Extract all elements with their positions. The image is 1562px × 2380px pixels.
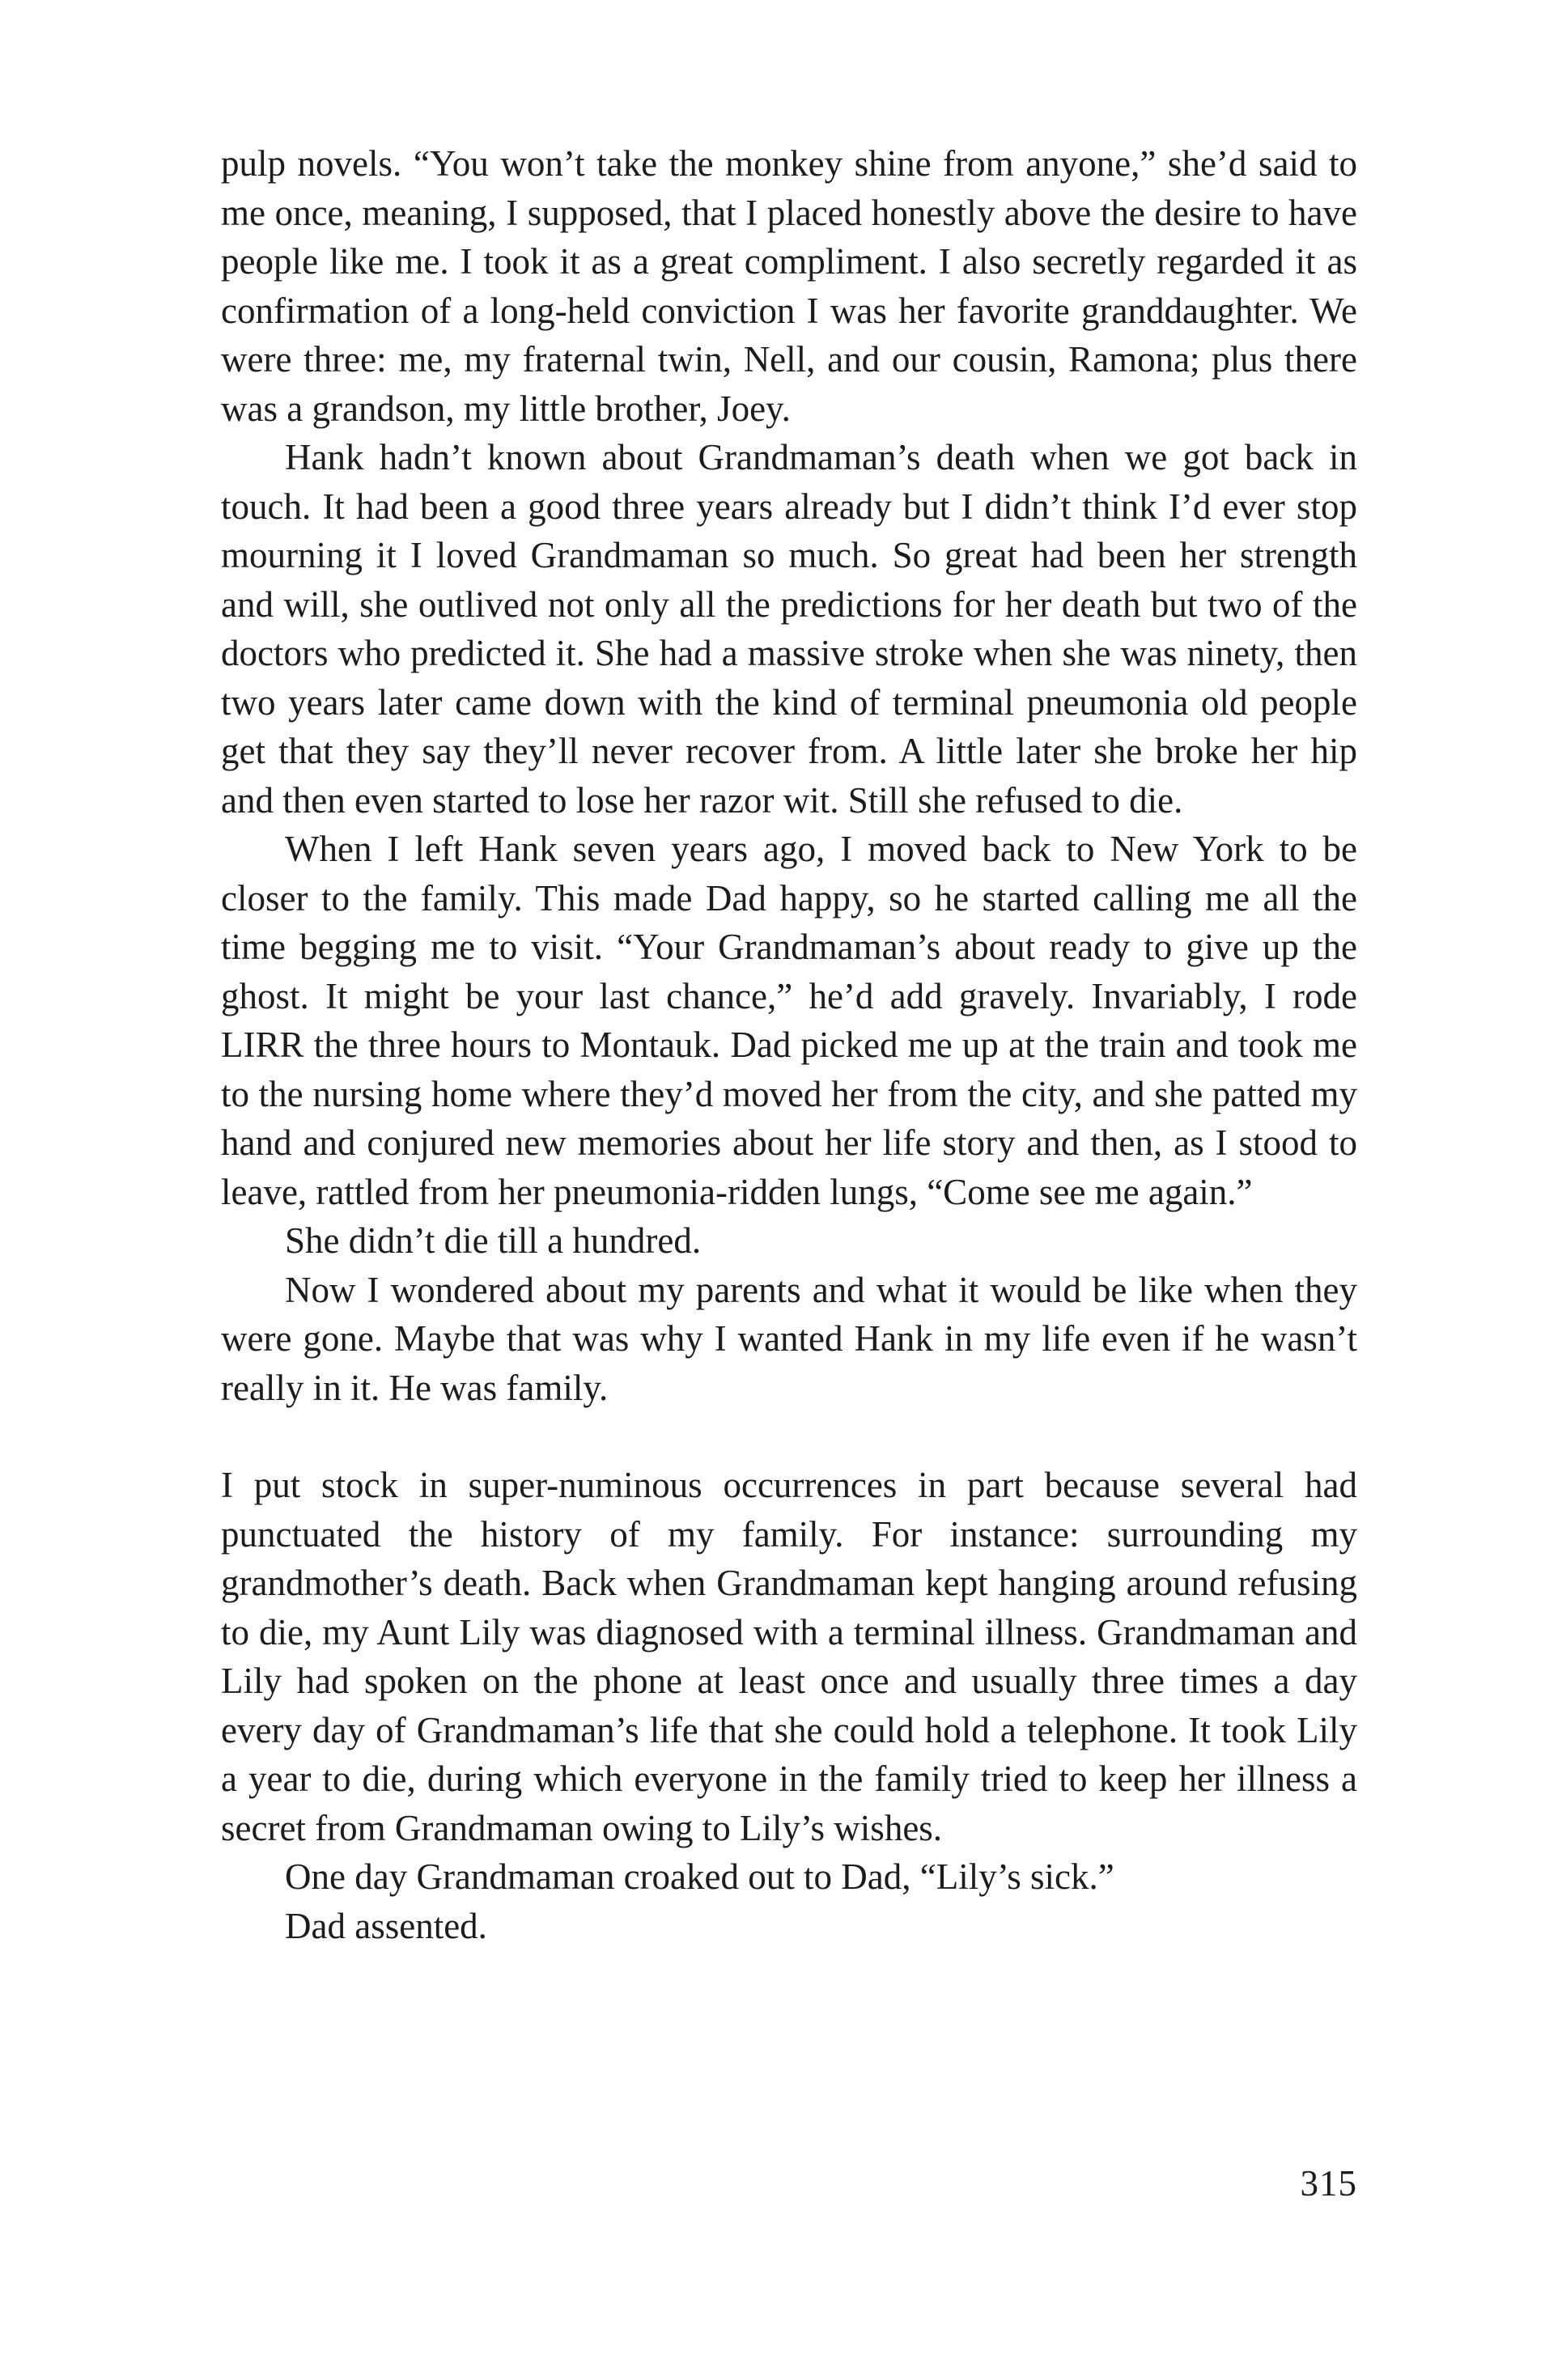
paragraph: When I left Hank seven years ago, I moved back to New York to be closer to the family. This made Dad happy, so he started calling me all the time begging me to visit. “Your Grandmaman’s about ready to give up the ghost. It might be your last chance,” he’d add gravely. Invariably, I rode LIRR the three hours to Montauk. Dad picked me up at the train and took me to the nursing home where they’d moved her from the city, and she patted my hand and conjured new memories about her life story and then, as I stood to leave, rattled from her pneumonia-ridden lungs, “Come see me again.” bbox=[221, 829, 1357, 1212]
paragraph: She didn’t die till a hundred. bbox=[285, 1220, 702, 1261]
paragraph: Hank hadn’t known about Grandmaman’s death when we got back in touch. It had been a good three years already but I didn’t think I’d ever stop mourning it I loved Grandmaman so much. So great had been her strength and will, she outlived not only all the predictions for her death but two of the doctors who predicted it. She had a massive stroke when she was ninety, then two years later came down with the kind of terminal pneumonia old people get that they say they’ll never recover from. A little later she broke her hip and then even started to lose her razor wit. Still she refused to die. bbox=[221, 437, 1357, 821]
page-number: 315 bbox=[1300, 2163, 1357, 2204]
paragraph: One day Grandmaman croaked out to Dad, “Lily’s sick.” bbox=[285, 1856, 1114, 1897]
paragraph: Dad assented. bbox=[285, 1905, 487, 1946]
paragraph: Now I wondered about my parents and what it would be like when they were gone. Maybe that was why I wanted Hank in my life even if he wasn’t really in it. He was family. bbox=[221, 1269, 1357, 1408]
section-start-paragraph: I put stock in super-numinous occurrences in part because several had punctuated the history of my family. For instance: surrounding my grandmother’s death. Back when Grandmaman kept hanging around refusing to die, my Aunt Lily was diagnosed with a terminal illness. Grandmaman and Lily had spoken on the phone at least once and usually three times a day every day of Grandmaman’s life that she could hold a telephone. It took Lily a year to die, during which everyone in the family tried to keep her illness a secret from Grandmaman owing to Lily’s wishes. bbox=[221, 1465, 1357, 1848]
body-text bbox=[221, 139, 1357, 1950]
paragraph-continued: pulp novels. “You won’t take the monkey shine from anyone,” she’d said to me once, meaning, I supposed, that I placed honestly above the desire to have people like me. I took it as a great compliment. I also secretly regarded it as confirmation of a long-held conviction I was her favorite granddaughter. We were three: me, my fraternal twin, Nell, and our cousin, Ramona; plus there was a grandson, my little brother, Joey. bbox=[221, 143, 1357, 429]
